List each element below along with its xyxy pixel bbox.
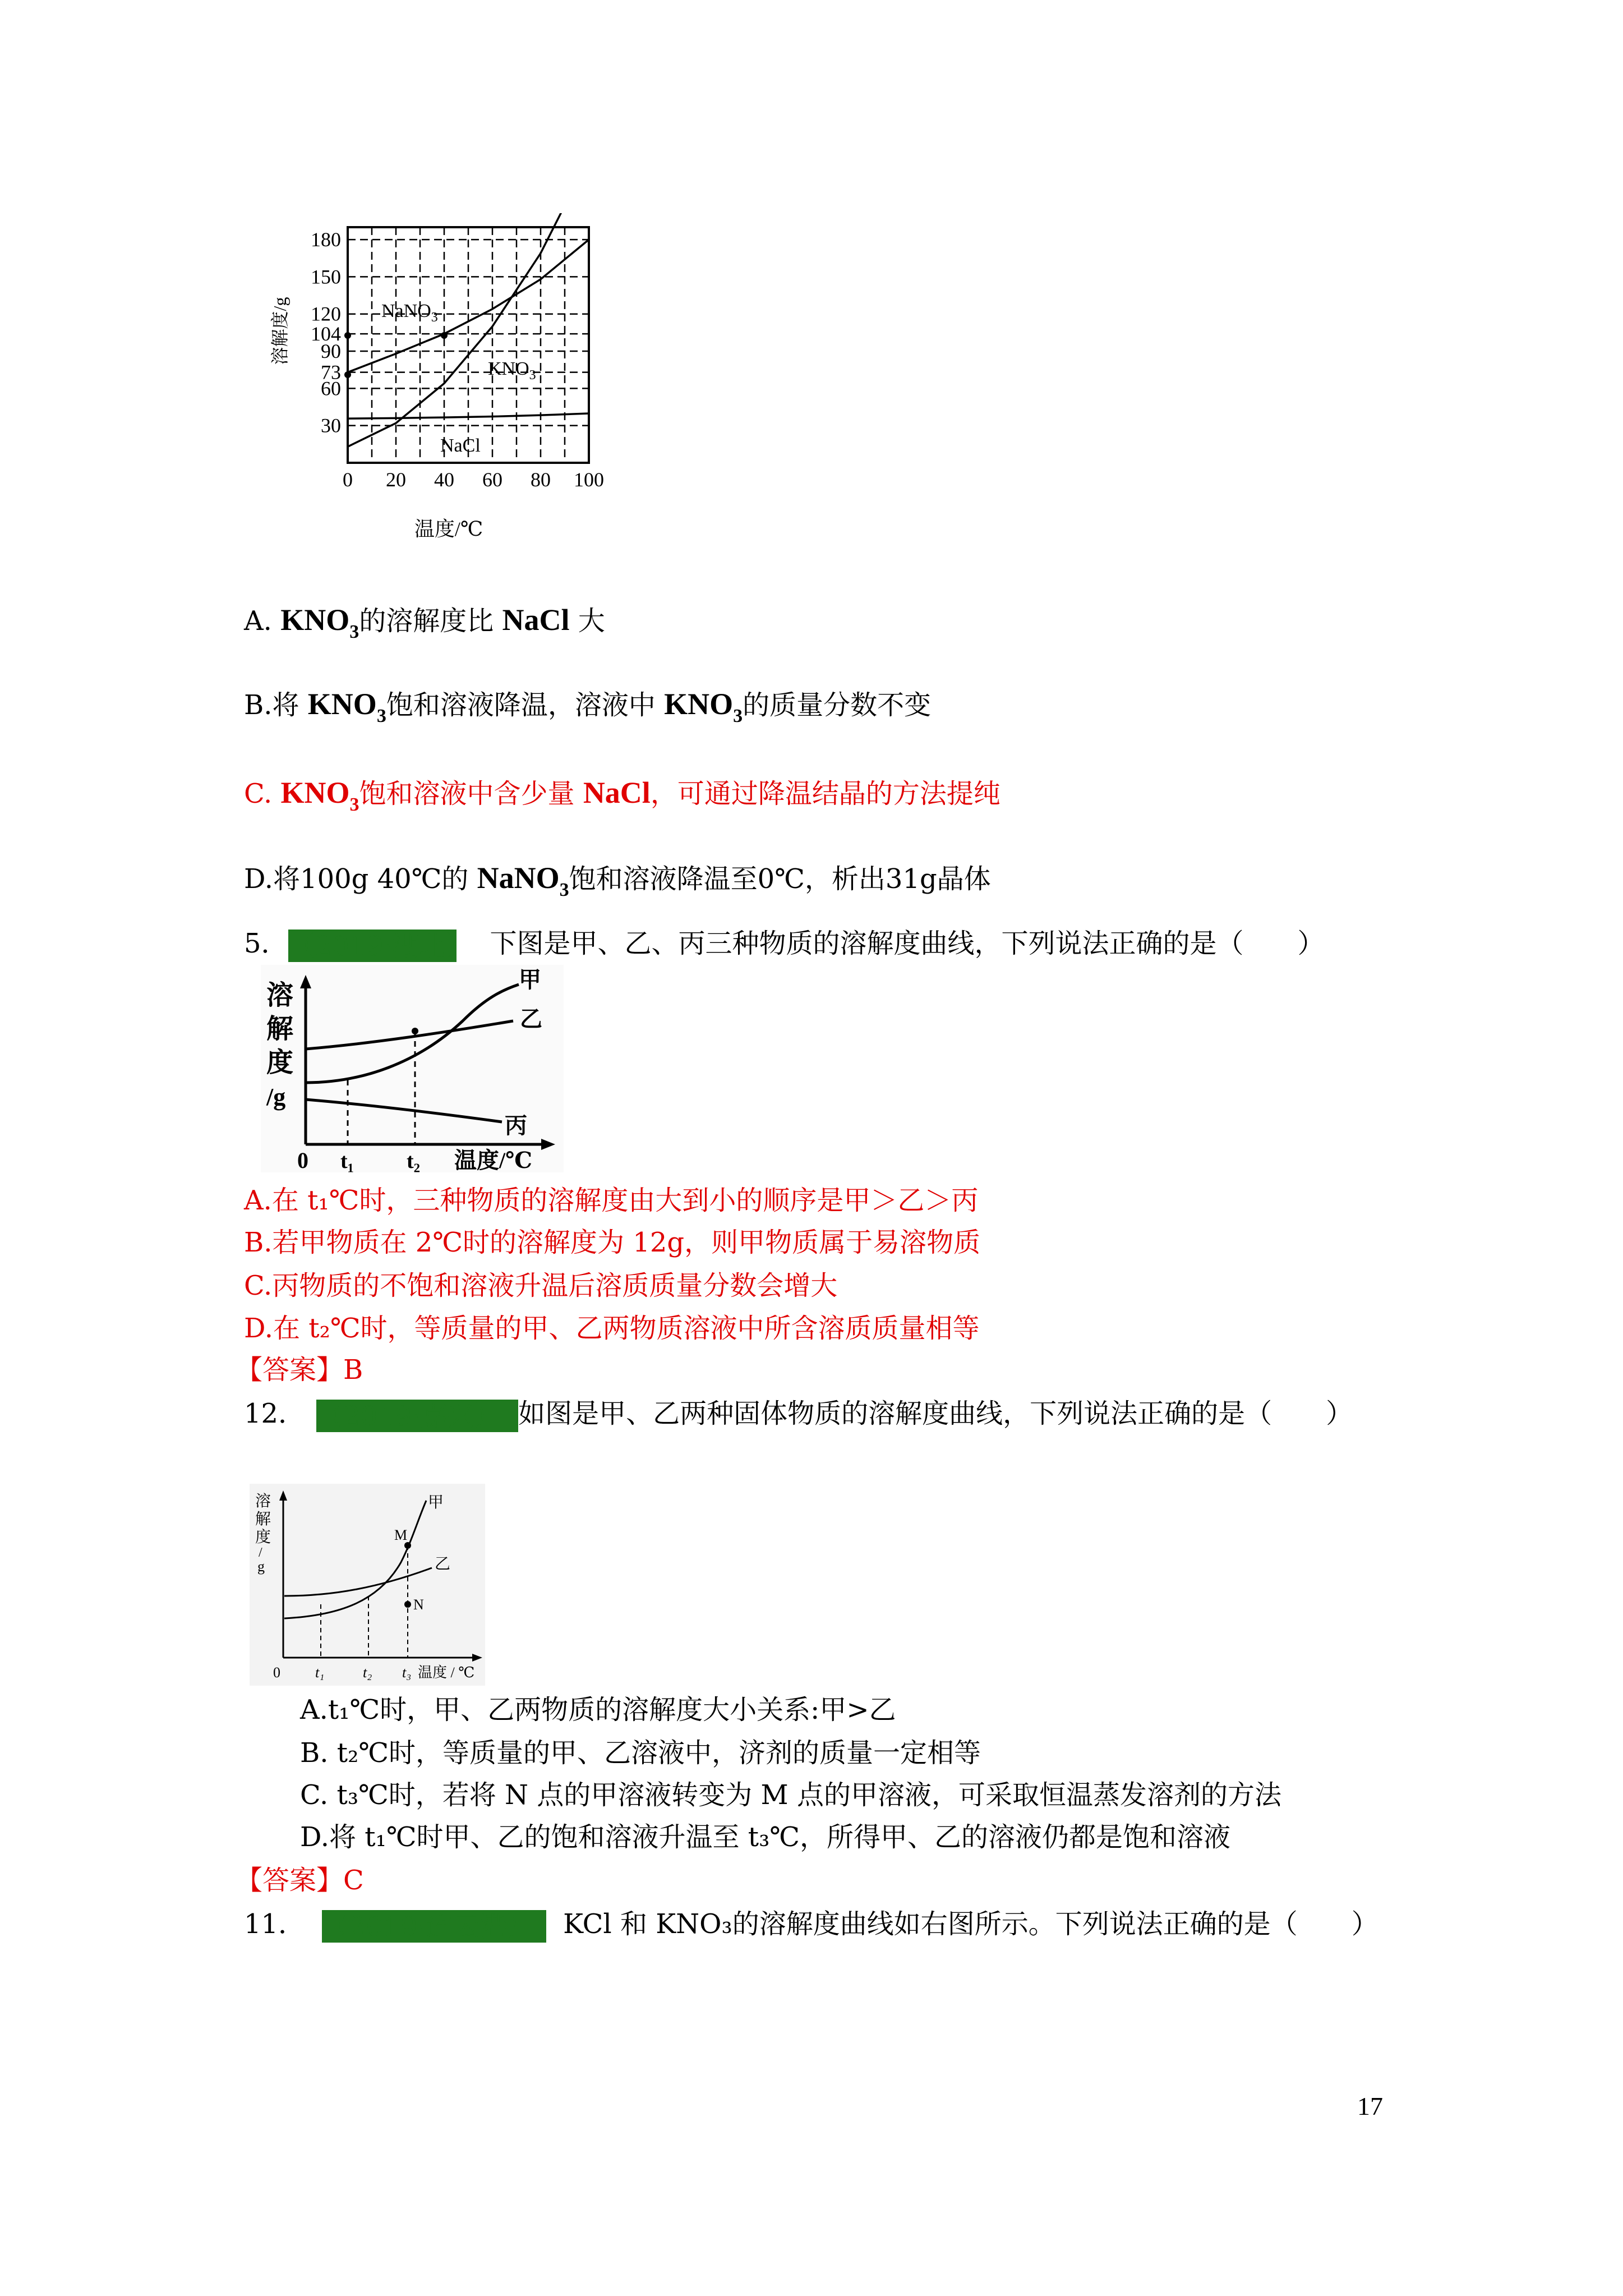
q5-option-b: B.若甲物质在 2℃时的溶解度为 12g，则甲物质属于易溶物质 [244, 1227, 981, 1258]
x-tick-label: 20 [386, 468, 406, 491]
chart3-ylabel-2: 解 [255, 1511, 271, 1528]
chart3-label-m: M [394, 1527, 408, 1543]
chart2-label-yi: 乙 [520, 1006, 542, 1032]
chart1-ylabel: 溶解度/g [270, 297, 290, 365]
q11-stem: 11． （2019·连云港） KCl 和 KNO₃的溶解度曲线如右图所示。下列说法正确的是（ ） [244, 1908, 1378, 1943]
source-tag: （2019·连云港） [322, 1910, 546, 1943]
q12-option-c: C. t₃℃时，若将 N 点的甲溶液转变为 M 点的甲溶液，可采取恒温蒸发溶剂的方法 [300, 1779, 1281, 1811]
chart2-label-bing: 丙 [505, 1113, 527, 1138]
chart2-origin: 0 [297, 1148, 308, 1172]
chart3-ylabel-4: / [259, 1545, 262, 1560]
x-tick-label: 60 [482, 468, 502, 491]
q5-stem: 5．（2019·湖北） 下图是甲、乙、丙三种物质的溶解度曲线，下列说法正确的是（ ） [244, 928, 1325, 962]
chart3-t1: t₁ [315, 1664, 325, 1681]
y-tick-label: 150 [311, 265, 341, 288]
q12-option-b: B. t₂℃时，等质量的甲、乙溶液中，济剂的质量一定相等 [300, 1737, 981, 1769]
chart2-ylabel-3: 度 [266, 1048, 294, 1078]
chart2-label-jia: 甲 [519, 967, 541, 992]
x-tick-label: 100 [574, 468, 604, 491]
x-tick-label: 40 [434, 468, 454, 491]
solubility-chart-2 [261, 965, 564, 1172]
chart2-xlabel: 温度/℃ [454, 1148, 533, 1172]
chart3-t3: t₃ [402, 1664, 412, 1681]
chart3-ylabel-3: 度 [255, 1529, 271, 1546]
point-nano3-73 [344, 371, 351, 378]
source-tag: （2019·湖北） [288, 930, 473, 962]
q5-option-a: A.在 t₁℃时，三种物质的溶解度由大到小的顺序是甲＞乙＞丙 [244, 1185, 979, 1216]
q4-option-a: A. $KNO_3$的溶解度比 NaCl 大 [244, 603, 605, 642]
q12-stem: 12． （2019·嘉兴） 如图是甲、乙两种固体物质的溶解度曲线，下列说法正确的是（ ） [244, 1398, 1353, 1432]
chart3-xlabel: 温度 / ℃ [418, 1664, 475, 1681]
q5-option-c: C.丙物质的不饱和溶液升温后溶质质量分数会增大 [244, 1270, 838, 1301]
source-tag: （2019·嘉兴） [316, 1400, 518, 1432]
point-kno3-40 [441, 332, 448, 339]
q12-option-d: D.将 t₁℃时甲、乙的饱和溶液升温至 t₃℃，所得甲、乙的溶液仍都是饱和溶液 [300, 1821, 1231, 1853]
point-nano3-104 [344, 332, 351, 339]
chart2-t2: t₂ [407, 1149, 421, 1172]
solubility-chart-1 [264, 208, 645, 555]
y-tick-label: 180 [311, 228, 341, 251]
chart3-ylabel-5: g [257, 1558, 265, 1575]
chart1-xlabel: 温度/℃ [414, 518, 483, 540]
solubility-chart-3 [250, 1484, 485, 1686]
series-label-kno3: $KNO_3$ [488, 358, 536, 383]
chart2-t1: t₁ [340, 1149, 354, 1172]
q5-option-d: D.在 t₂℃时，等质量的甲、乙两物质溶液中所含溶质质量相等 [244, 1313, 980, 1344]
chart3-t2: t₂ [363, 1664, 372, 1681]
chart3-label-jia: 甲 [428, 1494, 444, 1511]
chart3-origin: 0 [273, 1664, 280, 1681]
x-tick-label: 0 [343, 468, 353, 491]
y-tick-label: 30 [321, 414, 341, 437]
y-tick-label: 120 [311, 302, 341, 325]
page-number: 17 [1357, 2092, 1383, 2120]
q12-answer: 【答案】C [236, 1865, 364, 1896]
y-tick-label: 60 [321, 377, 341, 400]
chart2-ylabel-2: 解 [266, 1014, 294, 1044]
q4-option-d: D.将100g 40℃的 NaNO$_3$饱和溶液降温至0℃，析出31g晶体 [244, 861, 991, 900]
q4-option-c: C. $KNO_3$饱和溶液中含少量 NaCl，可通过降温结晶的方法提纯 [244, 776, 1000, 815]
chart2-ylabel-4: /g [266, 1083, 286, 1111]
y-tick-label: 90 [321, 340, 341, 363]
x-tick-label: 80 [531, 468, 551, 491]
series-label-nano3: NaNO$_3$ [381, 301, 438, 325]
chart3-label-yi: 乙 [435, 1556, 451, 1573]
y-tick-label: 104 [311, 323, 341, 346]
q12-option-a: A.t₁℃时，甲、乙两物质的溶解度大小关系:甲>乙 [300, 1694, 896, 1726]
y-tick-label: 73 [321, 361, 341, 384]
chart3-ylabel-1: 溶 [255, 1493, 271, 1510]
chart2-ylabel-1: 溶 [266, 981, 294, 1010]
q4-option-b: B.将 $KNO_3$饱和溶液降温，溶液中 $KNO_3$的质量分数不变 [244, 687, 932, 726]
q5-answer: 【答案】B [236, 1354, 363, 1386]
chart3-label-n: N [413, 1596, 424, 1613]
series-label-nacl: NaCl [440, 435, 481, 456]
